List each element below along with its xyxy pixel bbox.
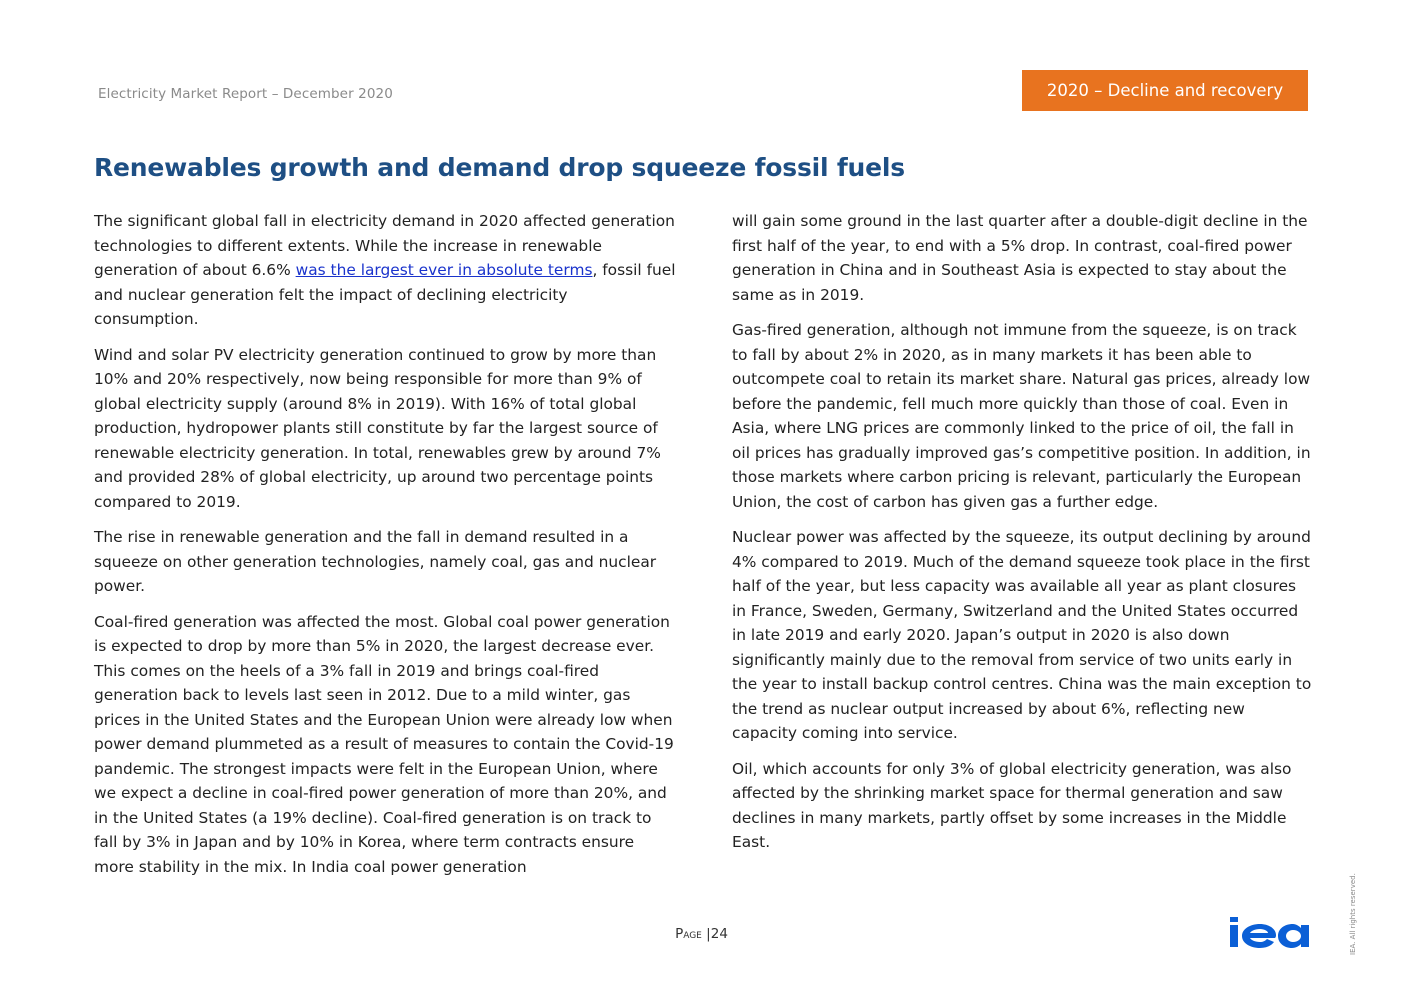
- page-separator: |: [706, 926, 711, 942]
- paragraph: Wind and solar PV electricity generation continued to grow by more than 10% and 20% respectively, now being responsible for more than 9% of global electricity supply (around 8% in 2019). With 16% of total global production, hydropower plants still constitute by far the largest source of renewable electricity generation. In total, renewables grew by around 7% and provided 28% of global electricity, up around two percentage points compared to 2019.: [94, 345, 661, 511]
- iea-logo-icon: [1230, 914, 1310, 950]
- section-tab: 2020 – Decline and recovery: [1022, 70, 1308, 111]
- paragraph: Coal-fired generation was affected the most. Global coal power generation is expected to drop by more than 5% in 2020, the largest decrease ever. This comes on the heels of a 3% fall in 2019 and brings coal-fired generation back to levels last seen in 2012. Due to a mild winter, gas prices in the United States and the European Union were already low when power demand plummeted as a result of measures to contain the Covid-19 pandemic. The strongest impacts were felt in the European Union, where we expect a decline in coal-fired power generation of more than 20%, and in the United States (a 19% decline). Coal-fired generation is on track to fall by 3% in Japan and by 10% in Korea, where term contracts ensure more stability in the mix. In India coal power generation: [94, 612, 674, 876]
- paragraph: [94, 209, 676, 332]
- paragraph: will gain some ground in the last quarter after a double-digit decline in the first half of the year, to end with a 5% drop. In contrast, coal-fired power generation in China and in Southeast Asia is expected to stay about the same as in 2019.: [732, 212, 1308, 304]
- paragraph: Oil, which accounts for only 3% of global electricity generation, was also affected by the shrinking market space for thermal generation and saw declines in many markets, partly offset by some increases in the Middle East.: [732, 759, 1292, 851]
- page-word: Page: [675, 926, 702, 942]
- report-title: Electricity Market Report – December 2020: [98, 86, 393, 102]
- paragraph-text: , fossil fuel and nuclear generation felt the impact of declining electricity consumption.: [94, 261, 676, 328]
- paragraph-text: The significant global fall in electricity demand in 2020 affected generation technologies to different extents. While the increase in renewable generation of about 6.6%: [94, 212, 675, 279]
- copyright-notice: IEA. All rights reserved.: [1349, 873, 1357, 955]
- page-number: [0, 926, 1403, 942]
- right-column: [732, 209, 1314, 866]
- paragraph: The rise in renewable generation and the fall in demand resulted in a squeeze on other generation technologies, namely coal, gas and nuclear power.: [94, 528, 657, 595]
- page-title: Renewables growth and demand drop squeeze fossil fuels: [94, 153, 905, 182]
- page-number-value: 24: [710, 926, 728, 942]
- left-column: [94, 209, 676, 890]
- paragraph: Nuclear power was affected by the squeeze, its output declining by around 4% compared to 2019. Much of the demand squeeze took place in the first half of the year, but less capacity was available all year as plant closures in France, Sweden, Germany, Switzerland and the United States occurred in late 2019 and early 2020. Japan’s output in 2020 is also down significantly mainly due to the removal from service of two units early in the year to install backup control centres. China was the main exception to the trend as nuclear output increased by about 6%, reflecting new capacity coming into service.: [732, 528, 1312, 742]
- paragraph: Gas-fired generation, although not immune from the squeeze, is on track to fall by about 2% in 2020, as in many markets it has been able to outcompete coal to retain its market share. Natural gas prices, already low before the pandemic, fell much more quickly than those of coal. Even in Asia, where LNG prices are commonly linked to the price of oil, the fall in oil prices has gradually improved gas’s competitive position. In addition, in those markets where carbon pricing is relevant, particularly the European Union, the cost of carbon has given gas a further edge.: [732, 321, 1311, 511]
- largest-ever-link[interactable]: was the largest ever in absolute terms: [295, 261, 593, 279]
